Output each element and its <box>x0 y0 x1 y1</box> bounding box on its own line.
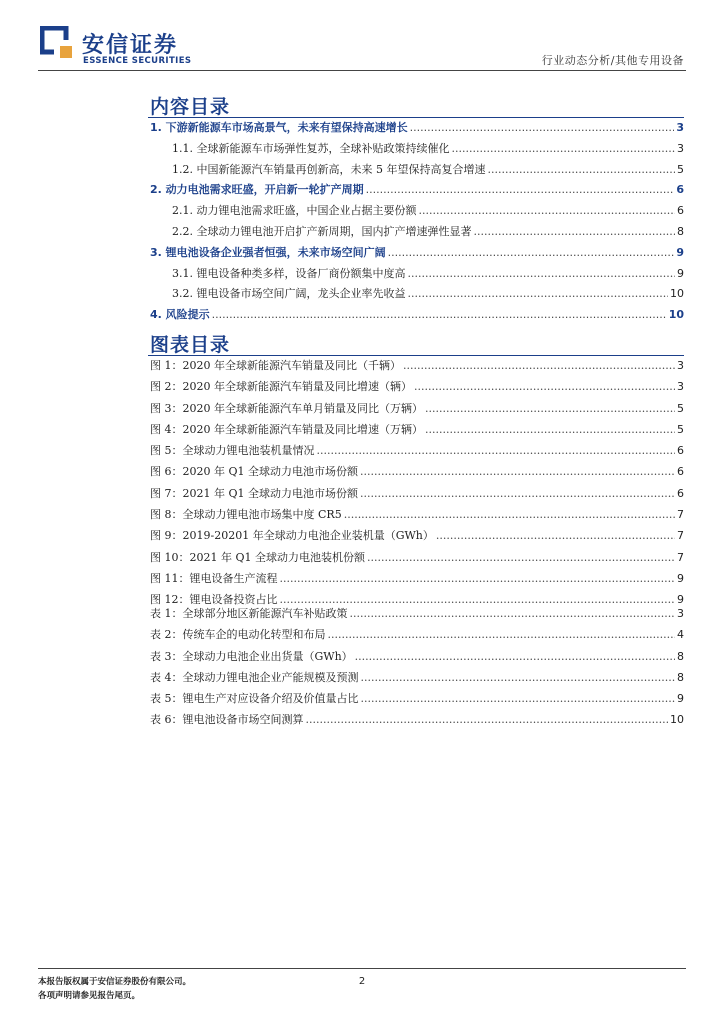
figure-item[interactable] <box>150 442 684 463</box>
table-item[interactable] <box>150 605 684 626</box>
toc-item[interactable] <box>150 265 684 286</box>
figure-item-label: 图 2：2020 年全球新能源汽车销量及同比增速（辆） <box>150 380 412 394</box>
report-category: 行业动态分析/其他专用设备 <box>541 54 684 67</box>
leader-dots <box>280 572 676 585</box>
table-item[interactable] <box>150 711 684 732</box>
leader-dots <box>425 423 675 436</box>
figure-item-page: 7 <box>677 529 684 543</box>
figure-item-page: 6 <box>677 465 684 479</box>
figure-item-page: 5 <box>677 422 684 436</box>
figure-item[interactable] <box>150 378 684 399</box>
figure-item[interactable] <box>150 463 684 484</box>
leader-dots <box>414 380 675 393</box>
toc-item-page: 9 <box>676 245 684 259</box>
copyright-line: 本报告版权属于安信证券股份有限公司。 <box>38 977 192 987</box>
figure-item[interactable] <box>150 527 684 548</box>
figure-item[interactable] <box>150 400 684 421</box>
table-item[interactable] <box>150 648 684 669</box>
leader-dots <box>419 204 676 217</box>
table-item-label: 表 5：锂电生产对应设备介绍及价值量占比 <box>150 692 359 706</box>
leader-dots <box>361 671 676 684</box>
toc-item-label: 4. 风险提示 <box>150 308 210 322</box>
contents-title: 内容目录 <box>150 96 231 118</box>
toc-item-page: 8 <box>677 224 684 238</box>
table-item-label: 表 6：锂电池设备市场空间测算 <box>150 713 304 727</box>
toc-item-label: 3.1. 锂电设备种类多样，设备厂商份额集中度高 <box>172 266 406 280</box>
figures-title-rule <box>148 355 684 356</box>
figure-item-label: 图 11：锂电设备生产流程 <box>150 571 278 585</box>
leader-dots <box>425 402 675 415</box>
toc-item-page: 6 <box>676 183 684 197</box>
table-item-page: 8 <box>677 649 684 663</box>
brand-name-en: ESSENCE SECURITIES <box>83 56 192 66</box>
page-number: 2 <box>358 976 366 987</box>
figure-item-page: 5 <box>677 401 684 415</box>
leader-dots <box>361 692 676 705</box>
leader-dots <box>436 529 675 542</box>
table-item-label: 表 2：传统车企的电动化转型和布局 <box>150 628 326 642</box>
figure-item[interactable] <box>150 570 684 591</box>
leader-dots <box>306 713 669 726</box>
figure-item-page: 3 <box>677 380 684 394</box>
toc-item[interactable] <box>150 181 684 202</box>
leader-dots <box>350 607 676 620</box>
figure-item-label: 图 5：全球动力锂电池装机量情况 <box>150 444 315 458</box>
toc-item-page: 10 <box>670 287 684 301</box>
toc-item[interactable] <box>150 285 684 306</box>
leader-dots <box>452 142 676 155</box>
header-divider <box>38 70 686 71</box>
leader-dots <box>474 225 676 238</box>
figure-item-label: 图 6：2020 年 Q1 全球动力电池市场份额 <box>150 465 358 479</box>
leader-dots <box>403 359 675 372</box>
leader-dots <box>360 487 675 500</box>
toc-item[interactable] <box>150 140 684 161</box>
toc-item[interactable] <box>150 244 684 265</box>
table-item-page: 9 <box>677 692 684 706</box>
company-logo <box>40 22 190 66</box>
toc-item-label: 1.2. 中国新能源汽车销量再创新高，未来 5 年望保持高复合增速 <box>172 162 486 176</box>
toc-item-page: 3 <box>676 121 684 134</box>
table-item[interactable] <box>150 690 684 711</box>
leader-dots <box>355 650 675 663</box>
leader-dots <box>487 163 675 176</box>
table-item-label: 表 3：全球动力电池企业出货量（GWh） <box>150 649 353 663</box>
figure-item-page: 7 <box>677 550 684 564</box>
toc-item[interactable] <box>150 223 684 244</box>
table-item-page: 8 <box>677 670 684 684</box>
leader-dots <box>410 121 675 134</box>
table-list <box>150 605 684 733</box>
toc-item[interactable] <box>150 119 684 140</box>
toc-item-label: 2. 动力电池需求旺盛，开启新一轮扩产周期 <box>150 183 364 197</box>
table-item-label: 表 1：全球部分地区新能源汽车补贴政策 <box>150 607 348 620</box>
leader-dots <box>212 308 667 321</box>
brand-name-cn: 安信证券 <box>82 33 179 58</box>
table-item[interactable] <box>150 626 684 647</box>
figure-item-label: 图 7：2021 年 Q1 全球动力电池市场份额 <box>150 486 358 500</box>
toc-item[interactable] <box>150 306 684 327</box>
figure-item-label: 图 3：2020 年全球新能源汽车单月销量及同比（万辆） <box>150 401 423 415</box>
toc-item-label: 2.1. 动力锂电池需求旺盛，中国企业占据主要份额 <box>172 204 417 218</box>
toc-item-page: 3 <box>677 141 684 155</box>
leader-dots <box>408 267 676 280</box>
leader-dots <box>360 465 675 478</box>
figure-item-label: 图 8：全球动力锂电池市场集中度 CR5 <box>150 508 342 522</box>
figure-item-label: 图 9：2019-20201 年全球动力电池企业装机量（GWh） <box>150 529 434 543</box>
table-item[interactable] <box>150 669 684 690</box>
disclaimer-line: 各项声明请参见报告尾页。 <box>38 991 141 1001</box>
figure-item-page: 9 <box>677 593 684 607</box>
toc-item-page: 6 <box>677 204 684 218</box>
table-item-page: 10 <box>670 713 684 727</box>
toc-item-label: 3.2. 锂电设备市场空间广阔，龙头企业率先收益 <box>172 287 406 301</box>
figure-list <box>150 357 684 613</box>
figure-item-label: 图 12：锂电设备投资占比 <box>150 593 278 607</box>
figure-item-page: 6 <box>677 444 684 458</box>
toc-item-label: 2.2. 全球动力锂电池开启扩产新周期，国内扩产增速弹性显著 <box>172 224 472 238</box>
footer-divider <box>38 968 686 969</box>
figure-item-page: 9 <box>677 571 684 585</box>
toc-item-label: 3. 锂电池设备企业强者恒强，未来市场空间广阔 <box>150 245 386 259</box>
toc-item-page: 9 <box>677 266 684 280</box>
toc-item[interactable] <box>150 202 684 223</box>
figure-item[interactable] <box>150 357 684 378</box>
leader-dots <box>366 183 675 196</box>
toc-item-label: 1. 下游新能源车市场高景气，未来有望保持高速增长 <box>150 121 408 134</box>
table-item-page: 3 <box>677 607 684 620</box>
table-item-page: 4 <box>677 628 684 642</box>
toc-item-page: 10 <box>668 308 684 322</box>
figure-item[interactable] <box>150 506 684 527</box>
toc-item[interactable] <box>150 161 684 182</box>
table-item-label: 表 4：全球动力锂电池企业产能规模及预测 <box>150 670 359 684</box>
figure-item[interactable] <box>150 485 684 506</box>
leader-dots <box>408 287 669 300</box>
leader-dots <box>367 551 675 564</box>
toc-item-label: 1.1. 全球新能源车市场弹性复苏，全球补贴政策持续催化 <box>172 141 450 155</box>
figure-item-label: 图 10：2021 年 Q1 全球动力电池装机份额 <box>150 550 365 564</box>
contents-title-rule <box>148 117 684 118</box>
logo-mark-icon <box>40 26 74 60</box>
figure-item-page: 7 <box>677 508 684 522</box>
leader-dots <box>317 444 676 457</box>
toc-item-page: 5 <box>677 162 684 176</box>
table-of-contents <box>150 119 684 327</box>
figure-item[interactable] <box>150 549 684 570</box>
figure-item-page: 6 <box>677 486 684 500</box>
figure-item[interactable] <box>150 421 684 442</box>
leader-dots <box>388 246 675 259</box>
figure-item-label: 图 1：2020 年全球新能源汽车销量及同比（千辆） <box>150 359 401 372</box>
figure-item-label: 图 4：2020 年全球新能源汽车销量及同比增速（万辆） <box>150 422 423 436</box>
leader-dots <box>344 508 675 521</box>
figure-item-page: 3 <box>677 359 684 372</box>
leader-dots <box>328 628 676 641</box>
figures-title: 图表目录 <box>150 334 231 356</box>
